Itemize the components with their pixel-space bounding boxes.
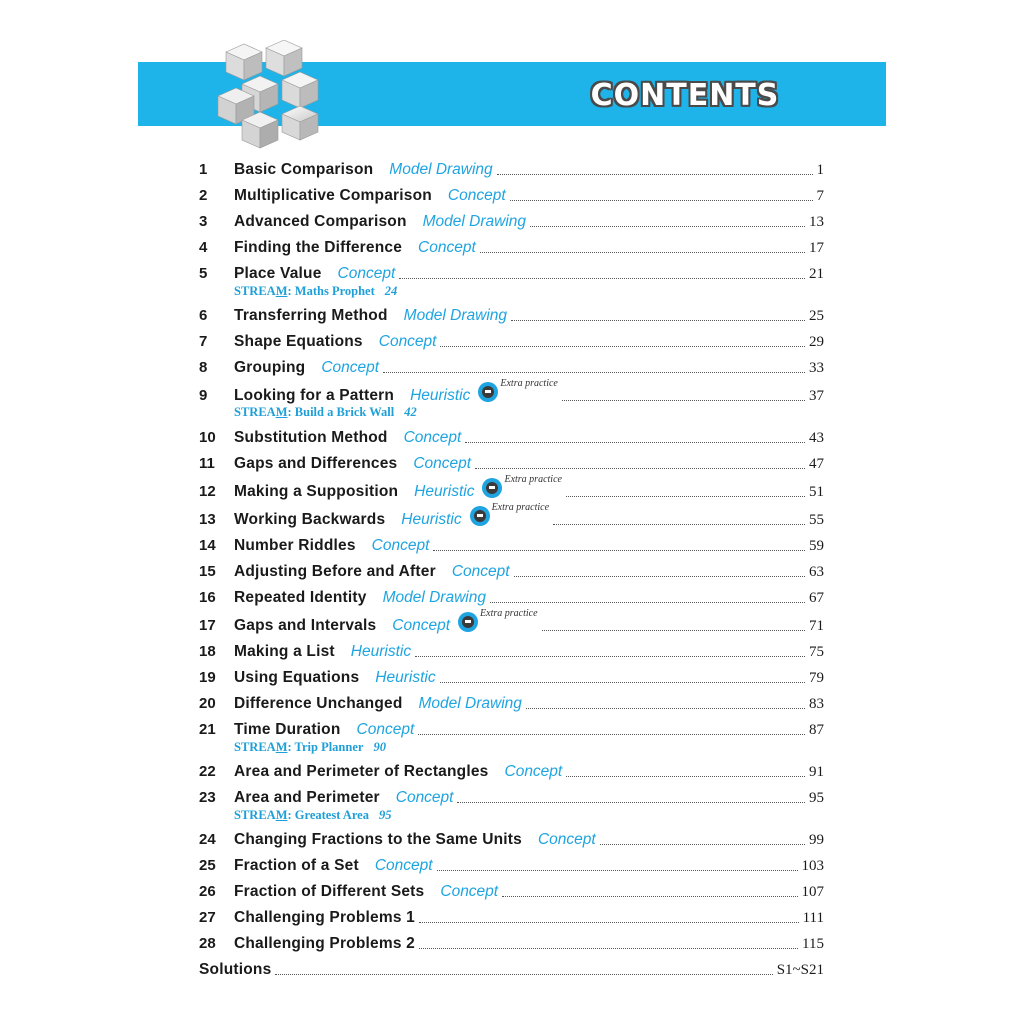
stream-prefix: STREA [234, 808, 276, 822]
toc-entry[interactable] [0, 932, 1024, 956]
dot-leader [490, 602, 805, 603]
chapter-number: 26 [199, 883, 216, 900]
chapter-number: 11 [199, 455, 215, 472]
entry-title: Time Duration [234, 721, 341, 738]
entry-category-tag: Concept [413, 455, 472, 472]
chapter-number: 6 [199, 307, 208, 324]
dot-leader [457, 802, 805, 803]
entry-title: Gaps and Differences [234, 455, 398, 472]
entry-line [234, 906, 824, 930]
toc-entry[interactable] [0, 534, 1024, 558]
page-number: 87 [809, 721, 824, 738]
page-number: 55 [809, 511, 824, 528]
extra-practice-badge [482, 474, 562, 498]
extra-practice-badge [458, 608, 538, 632]
page-number: 111 [802, 909, 824, 926]
page-number: 75 [809, 643, 824, 660]
extra-practice-icon [482, 478, 502, 498]
entry-category-tag: Model Drawing [403, 307, 508, 324]
entry-line [234, 502, 824, 532]
entry-title: Fraction of a Set [234, 857, 359, 874]
entry-line [234, 158, 824, 182]
toc-entry[interactable] [0, 184, 1024, 208]
entry-category-tag: Concept [337, 265, 396, 282]
stream-prefix: STREA [234, 284, 276, 298]
entry-line [234, 560, 824, 584]
stream-underlined-letter: M [275, 808, 288, 822]
page-number: 79 [809, 669, 824, 686]
stream-activity-link[interactable] [234, 740, 634, 754]
entry-category-tag: Concept [392, 617, 451, 634]
entry-title: Finding the Difference [234, 239, 403, 256]
stream-underlined-letter: M [275, 284, 288, 298]
entry-category-tag: Concept [440, 883, 499, 900]
page-number: 17 [809, 239, 824, 256]
entry-category-tag: Concept [378, 333, 437, 350]
entry-category-tag: Model Drawing [382, 589, 486, 606]
entry-category-tag: Concept [418, 239, 476, 256]
entry-title: Transferring Method [234, 307, 388, 324]
extra-practice-label: Extra practice [504, 474, 562, 485]
dot-leader [530, 226, 805, 227]
page-number: 83 [809, 695, 824, 712]
page-number: 29 [809, 333, 824, 350]
page-number: 33 [809, 359, 824, 376]
dot-leader [433, 550, 805, 551]
dot-leader [440, 346, 805, 347]
entry-category-tag: Concept [321, 359, 380, 376]
toc-entry[interactable] [0, 158, 1024, 182]
page-number: 107 [801, 883, 824, 900]
toc-entry[interactable] [0, 356, 1024, 380]
dot-leader [566, 776, 805, 777]
chapter-number: 9 [199, 387, 208, 404]
toc-entry[interactable] [0, 262, 1024, 286]
page-title: CONTENTS [590, 78, 780, 113]
dot-leader [440, 682, 805, 683]
chapter-number: 22 [199, 763, 216, 780]
entry-title: Area and Perimeter of Rectangles [234, 763, 489, 780]
chapter-number: 15 [199, 563, 216, 580]
extra-practice-label: Extra practice [500, 378, 558, 389]
entry-title: Working Backwards [234, 511, 386, 528]
entry-category-tag: Concept [451, 563, 510, 580]
extra-practice-icon [470, 506, 490, 526]
stream-prefix: STREA [234, 740, 276, 754]
entry-line [234, 760, 824, 784]
entry-line [234, 474, 824, 504]
entry-line [234, 586, 824, 610]
entry-title: Multiplicative Comparison [234, 187, 432, 204]
entry-title: Making a List [234, 643, 335, 660]
entry-title: Grouping [234, 359, 306, 376]
toc-entry[interactable] [0, 828, 1024, 852]
stream-activity-link[interactable] [234, 405, 634, 419]
toc-entry[interactable] [0, 210, 1024, 234]
dot-leader [415, 656, 805, 657]
entry-line [234, 932, 824, 956]
stream-activity-link[interactable] [234, 808, 634, 822]
dot-leader [542, 630, 805, 631]
page-number: 103 [801, 857, 824, 874]
entry-line [234, 880, 824, 904]
entry-title: Looking for a Pattern [234, 387, 395, 404]
stream-underlined-letter: M [275, 405, 288, 419]
entry-category-tag: Concept [371, 537, 430, 554]
entry-title: Area and Perimeter [234, 789, 380, 806]
dot-leader [437, 870, 798, 871]
chapter-number: 5 [199, 265, 208, 282]
entry-line [234, 640, 824, 664]
stream-activity-link[interactable] [234, 284, 634, 298]
entry-title: Advanced Comparison [234, 213, 407, 230]
entry-line [234, 356, 824, 380]
dot-leader [502, 896, 797, 897]
page-number: 21 [809, 265, 824, 282]
chapter-number: 20 [199, 695, 216, 712]
page-number: 91 [809, 763, 824, 780]
stream-underlined-letter: M [275, 740, 288, 754]
entry-category-tag: Model Drawing [389, 161, 493, 178]
entry-category-tag: Heuristic [401, 511, 462, 528]
toc-entry[interactable] [0, 502, 1024, 532]
entry-title: Shape Equations [234, 333, 363, 350]
chapter-number: 4 [199, 239, 208, 256]
page-number: 51 [809, 483, 824, 500]
chapter-number: 16 [199, 589, 216, 606]
entry-line [234, 854, 824, 878]
entry-title: Number Riddles [234, 537, 356, 554]
stream-title: : Maths Prophet [287, 284, 375, 298]
entry-line [234, 210, 824, 234]
page-number: 7 [816, 187, 824, 204]
entry-title: Basic Comparison [234, 161, 374, 178]
dot-leader [511, 320, 805, 321]
dot-leader [465, 442, 805, 443]
entry-title: Using Equations [234, 669, 360, 686]
toc-entry[interactable] [0, 692, 1024, 716]
chapter-number: 7 [199, 333, 208, 350]
entry-line [234, 718, 824, 742]
dot-leader [562, 400, 805, 401]
entry-category-tag: Heuristic [414, 483, 475, 500]
stream-title: : Greatest Area [287, 808, 369, 822]
entry-line [234, 330, 824, 354]
toc-entry[interactable] [0, 760, 1024, 784]
stream-prefix: STREA [234, 405, 276, 419]
entry-line [234, 828, 824, 852]
page-number: 71 [809, 617, 824, 634]
toc-entry[interactable] [0, 452, 1024, 476]
chapter-number: 28 [199, 935, 216, 952]
toc-entry[interactable] [0, 586, 1024, 610]
entry-line [234, 426, 824, 450]
toc-entry[interactable] [0, 906, 1024, 930]
chapter-number: 1 [199, 161, 208, 178]
entry-category-tag: Concept [403, 429, 462, 446]
chapter-number: 13 [199, 511, 216, 528]
stream-page-number: 24 [384, 284, 398, 298]
extra-practice-badge [470, 502, 550, 526]
entry-category-tag: Concept [537, 831, 596, 848]
extra-practice-icon [478, 382, 498, 402]
stream-title: : Build a Brick Wall [287, 405, 395, 419]
toc-entry[interactable] [0, 666, 1024, 690]
entry-line [234, 692, 824, 716]
entry-title: Challenging Problems 1 [234, 909, 415, 926]
dot-leader [497, 174, 813, 175]
toc-entry[interactable] [0, 560, 1024, 584]
page-number: 67 [809, 589, 824, 606]
dot-leader [480, 252, 805, 253]
stream-page-number: 42 [404, 405, 417, 419]
dot-leader [419, 948, 798, 949]
dot-leader [514, 576, 805, 577]
stream-page-number: 90 [373, 740, 386, 754]
dot-leader [419, 922, 799, 923]
entry-line [234, 452, 824, 476]
page-number: 1 [816, 161, 824, 178]
entry-title: Challenging Problems 2 [234, 935, 415, 952]
entry-line [234, 786, 824, 810]
entry-category-tag: Concept [395, 789, 454, 806]
page-number: 115 [802, 935, 824, 952]
entry-category-tag: Heuristic [350, 643, 412, 660]
entry-title: Difference Unchanged [234, 695, 403, 712]
toc-entry[interactable] [0, 426, 1024, 450]
entry-category-tag: Concept [374, 857, 433, 874]
entry-category-tag: Concept [356, 721, 415, 738]
stream-title: : Trip Planner [287, 740, 364, 754]
chapter-number: 24 [199, 831, 216, 848]
entry-category-tag: Model Drawing [422, 213, 527, 230]
toc-entry[interactable] [0, 640, 1024, 664]
extra-practice-label: Extra practice [491, 502, 550, 513]
extra-practice-badge [478, 378, 558, 402]
entry-line [234, 262, 824, 286]
chapter-number: 21 [199, 721, 216, 738]
entry-category-tag: Concept [504, 763, 563, 780]
dot-leader [418, 734, 805, 735]
chapter-number: 27 [199, 909, 216, 926]
toc-entry[interactable] [0, 236, 1024, 260]
dot-leader [553, 524, 805, 525]
entry-title: Solutions [199, 961, 272, 978]
page-number: 63 [809, 563, 824, 580]
entry-title: Changing Fractions to the Same Units [234, 831, 522, 848]
page-number: 37 [809, 387, 824, 404]
entry-line [234, 304, 824, 328]
toc-entry[interactable] [0, 330, 1024, 354]
page-number: 25 [809, 307, 824, 324]
page-number: 99 [809, 831, 824, 848]
dot-leader [510, 200, 813, 201]
extra-practice-label: Extra practice [480, 608, 538, 619]
dot-leader [526, 708, 805, 709]
dot-leader [275, 974, 772, 975]
dot-leader [399, 278, 805, 279]
chapter-number: 18 [199, 643, 216, 660]
page-number: 59 [809, 537, 824, 554]
entry-category-tag: Model Drawing [418, 695, 522, 712]
entry-category-tag: Heuristic [410, 387, 471, 404]
toc-entry-solutions[interactable] [199, 958, 824, 982]
entry-line [234, 184, 824, 208]
entry-title: Substitution Method [234, 429, 388, 446]
entry-line [234, 236, 824, 260]
entry-line [234, 534, 824, 558]
dot-leader [383, 372, 805, 373]
extra-practice-icon [458, 612, 478, 632]
entry-title: Adjusting Before and After [234, 563, 436, 580]
chapter-number: 23 [199, 789, 216, 806]
chapter-number: 10 [199, 429, 216, 446]
page-number: 47 [809, 455, 824, 472]
toc-entry[interactable] [0, 786, 1024, 810]
page-number: S1~S21 [776, 961, 824, 978]
chapter-number: 12 [199, 483, 216, 500]
toc-entry[interactable] [0, 304, 1024, 328]
stream-page-number: 95 [378, 808, 392, 822]
chapter-number: 19 [199, 669, 216, 686]
entry-category-tag: Concept [447, 187, 506, 204]
chapter-number: 17 [199, 617, 216, 634]
chapter-number: 2 [199, 187, 208, 204]
dot-leader [600, 844, 805, 845]
chapter-number: 25 [199, 857, 216, 874]
entry-title: Repeated Identity [234, 589, 367, 606]
entry-category-tag: Heuristic [375, 669, 436, 686]
toc-entry[interactable] [0, 854, 1024, 878]
entry-title: Making a Supposition [234, 483, 399, 500]
toc-entry[interactable] [0, 608, 1024, 638]
dot-leader [566, 496, 805, 497]
page-number: 13 [809, 213, 824, 230]
chapter-number: 14 [199, 537, 216, 554]
entry-title: Fraction of Different Sets [234, 883, 425, 900]
chapter-number: 3 [199, 213, 208, 230]
chapter-number: 8 [199, 359, 208, 376]
toc-entry[interactable] [0, 718, 1024, 742]
entry-title: Place Value [234, 265, 322, 282]
dot-leader [475, 468, 805, 469]
entry-title: Gaps and Intervals [234, 617, 377, 634]
page-number: 43 [809, 429, 824, 446]
toc-entry[interactable] [0, 474, 1024, 504]
entry-line [234, 666, 824, 690]
toc-entry[interactable] [0, 880, 1024, 904]
page-number: 95 [809, 789, 824, 806]
entry-line [234, 608, 824, 638]
